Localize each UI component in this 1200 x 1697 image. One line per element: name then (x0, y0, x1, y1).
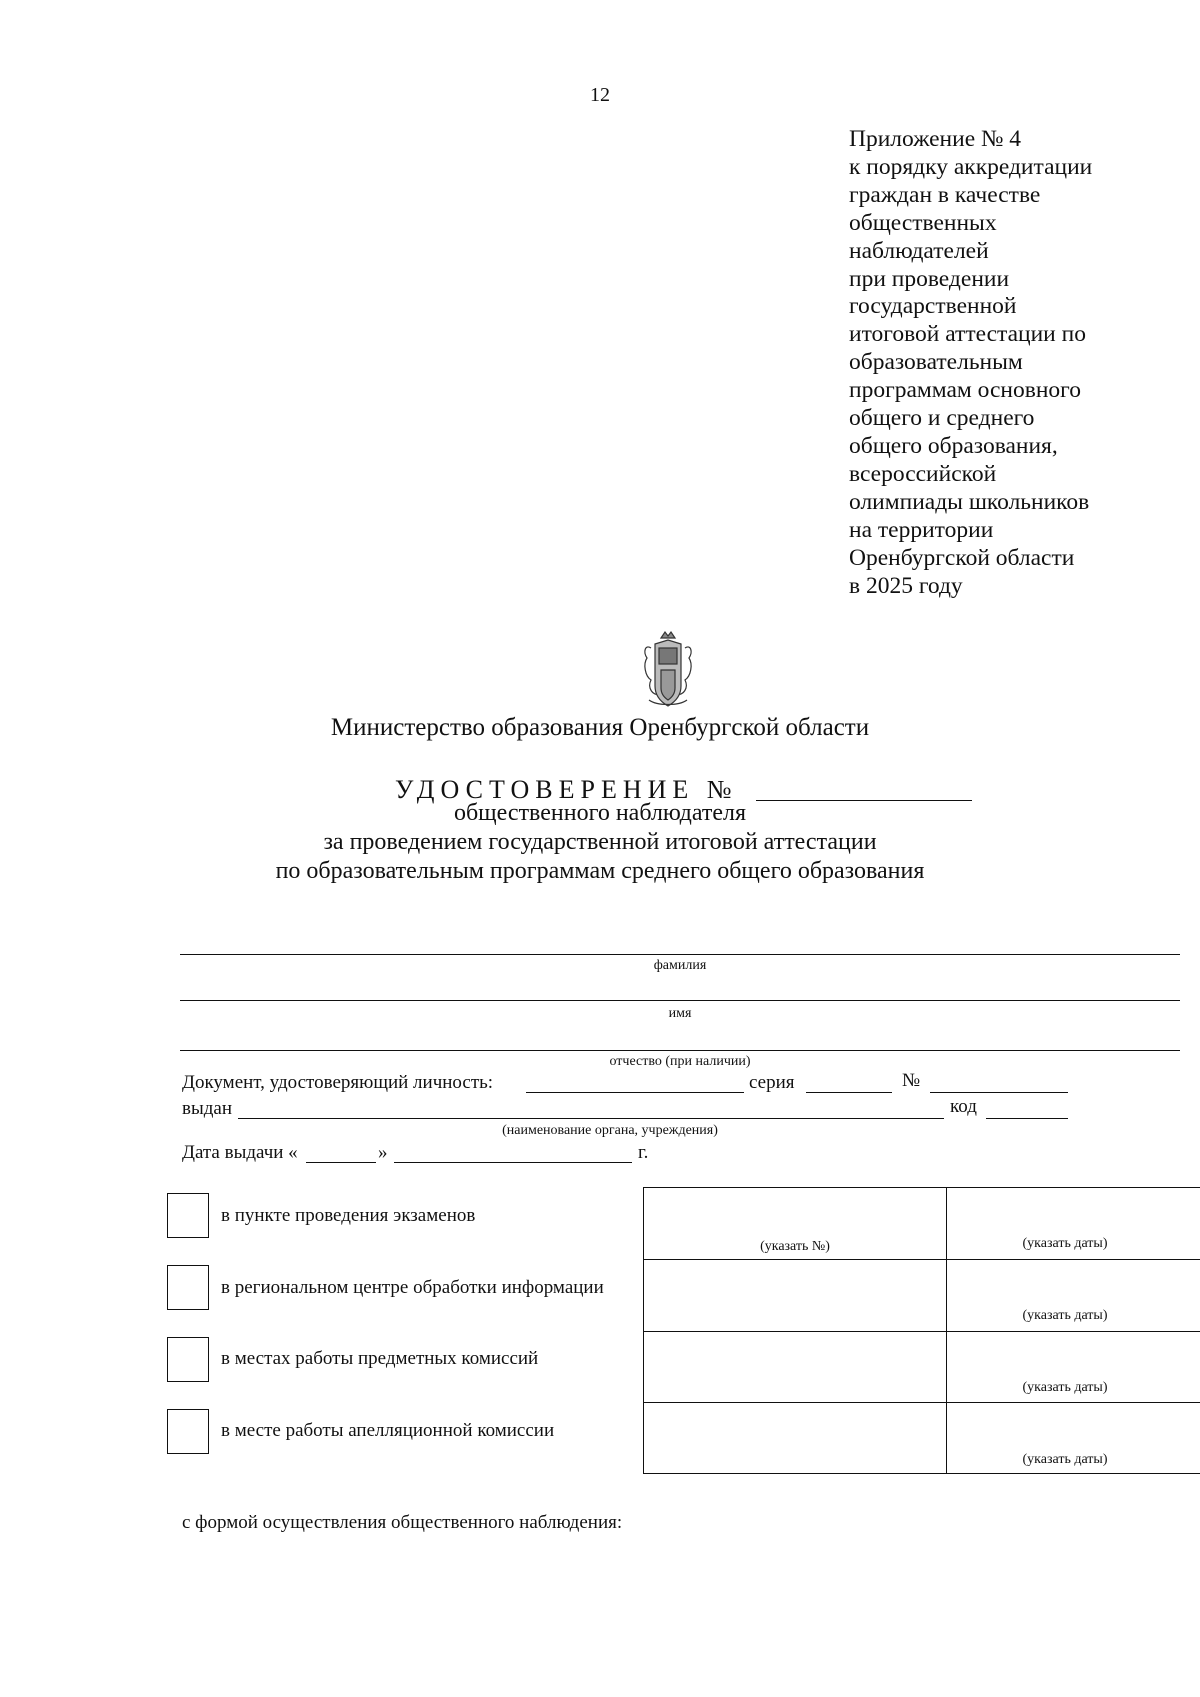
appendix-line: общего образования, (849, 432, 1058, 459)
page-number: 12 (590, 84, 610, 106)
number-label: № (902, 1070, 921, 1091)
issued-field[interactable] (238, 1118, 944, 1119)
observation-form-label: с формой осуществления общественного наблюдения: (182, 1512, 623, 1533)
year-suffix: г. (638, 1142, 649, 1163)
appendix-line: итоговой аттестации по (849, 321, 1086, 348)
series-label: серия (749, 1072, 795, 1093)
certificate-title: УДОСТОВЕРЕНИЕ № (395, 775, 738, 804)
option-regional-center-label: в региональном центре обработки информации (221, 1277, 604, 1298)
code-label: код (950, 1096, 977, 1117)
appendix-line: общественных (849, 209, 997, 236)
appendix-line: наблюдателей (849, 237, 989, 264)
table-row-divider (643, 1473, 1200, 1474)
table-row-divider (643, 1402, 1200, 1403)
appendix-line: государственной (849, 293, 1017, 320)
issued-label: выдан (182, 1098, 233, 1119)
ministry-name: Министерство образования Оренбургской области (330, 714, 870, 741)
name-caption: имя (668, 1006, 692, 1021)
appendix-line: на территории (849, 516, 994, 543)
checkbox-exam-point[interactable] (167, 1193, 209, 1238)
name-line[interactable] (180, 1000, 1180, 1001)
option-appeal-commission-label: в месте работы апелляционной комиссии (221, 1420, 555, 1441)
id-document-field[interactable] (526, 1092, 744, 1093)
coat-of-arms-icon (641, 630, 695, 710)
patronymic-caption: отчество (при наличии) (609, 1054, 751, 1069)
appendix-line: Оренбургской области (849, 544, 1075, 571)
series-field[interactable] (806, 1092, 892, 1093)
table-row-divider (643, 1259, 1200, 1260)
code-field[interactable] (986, 1118, 1068, 1119)
regional-center-dates-caption: (указать даты) (1022, 1308, 1108, 1323)
surname-line[interactable] (180, 954, 1180, 955)
patronymic-line[interactable] (180, 1050, 1180, 1051)
appendix-line: при проведении (849, 265, 1010, 292)
appendix-line: олимпиады школьников (849, 488, 1090, 515)
date-close-quote: » (378, 1142, 388, 1163)
subtitle-line: по образовательным программам среднего общего образования (275, 858, 925, 884)
appendix-block (849, 126, 1179, 600)
appendix-line: к порядку аккредитации (849, 153, 1093, 180)
appendix-line: Приложение № 4 (849, 126, 1022, 152)
subtitle-line: общественного наблюдателя (453, 800, 747, 826)
number-field[interactable] (930, 1092, 1068, 1093)
issue-date-label: Дата выдачи « (182, 1142, 298, 1163)
option-subject-commissions-label: в местах работы предметных комиссий (221, 1348, 539, 1369)
issue-day-field[interactable] (306, 1162, 376, 1163)
appendix-line: общего и среднего (849, 405, 1035, 432)
option-exam-point-label: в пункте проведения экзаменов (221, 1205, 476, 1226)
checkbox-subject-commissions[interactable] (167, 1337, 209, 1382)
surname-caption: фамилия (653, 958, 707, 973)
table-row-divider (643, 1331, 1200, 1332)
exam-point-dates-caption: (указать даты) (1022, 1236, 1108, 1251)
subject-commissions-dates-caption: (указать даты) (1022, 1380, 1108, 1395)
appendix-line: в 2025 году (849, 572, 963, 599)
appeal-commission-dates-caption: (указать даты) (1022, 1452, 1108, 1467)
appendix-line: всероссийской (849, 460, 997, 487)
issue-month-year-field[interactable] (394, 1162, 632, 1163)
appendix-line: образовательным (849, 349, 1023, 376)
id-document-label: Документ, удостоверяющий личность: (182, 1072, 494, 1093)
subtitle-line: за проведением государственной итоговой аттестации (323, 829, 877, 855)
issuer-caption: (наименование органа, учреждения) (502, 1123, 718, 1138)
checkbox-regional-center[interactable] (167, 1265, 209, 1310)
checkbox-appeal-commission[interactable] (167, 1409, 209, 1454)
appendix-line: граждан в качестве (849, 181, 1041, 208)
appendix-line: программам основного (849, 377, 1081, 404)
exam-point-number-caption: (указать №) (760, 1239, 830, 1254)
